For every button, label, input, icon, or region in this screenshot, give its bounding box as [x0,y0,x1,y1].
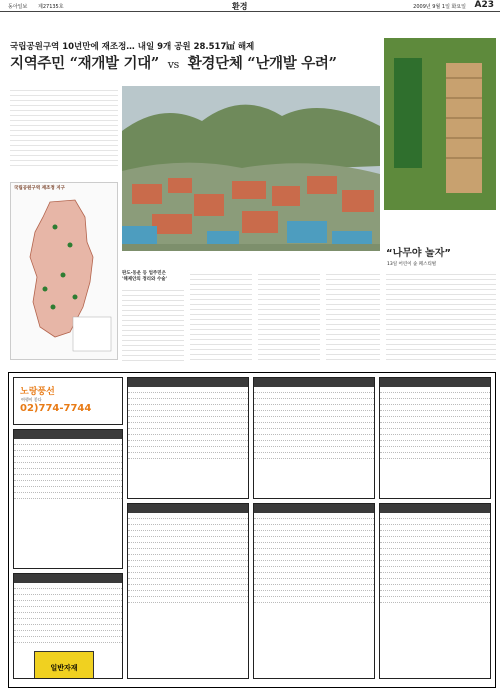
intro-text [10,86,118,175]
col2-subtitle: '해제안의 정리와 수술' [122,277,168,282]
ad-box-8 [13,573,123,679]
paper-name: 동아일보 [8,4,28,10]
article-headline [10,52,337,73]
headline-vs: vs [167,58,179,71]
ad-box-3 [379,377,491,499]
ad-box-6 [253,503,375,679]
page-header [0,0,500,12]
side-headline: “나무야 놀자” [386,248,451,259]
col4 [258,270,320,362]
col2 [122,270,184,361]
ad-brand-sub: 여행이 좋다 [21,397,42,402]
side-photo [384,38,496,210]
ad-box-4 [13,429,123,569]
headline-left: 지역주민 “재개발 기대” [10,55,159,72]
ad-box-7 [379,503,491,679]
ad-box-2 [253,377,375,499]
article-subtitle: 국립공원구역 10년만에 재조정… 내일 9개 공원 28.517㎢ 해제 [10,42,255,52]
ad-phone: 02)774-7744 [20,403,92,414]
col5 [326,270,380,362]
classified-ads [8,372,496,688]
headline-right: 환경단체 “난개발 우려” [187,55,337,72]
ad-travel [13,377,123,425]
ad-brand: 노랑풍선 [20,387,55,397]
col2-title: 판도·동운 등 업주민은 [122,271,166,276]
page-number: A23 [474,0,494,10]
side-text [386,270,496,362]
ad-box-1 [127,377,249,499]
section-title: 환경 [232,2,248,11]
park-map [10,182,118,360]
ad-box-5 [127,503,249,679]
photo-caption [122,251,380,263]
issue-number: 제27135호 [38,4,64,10]
bottom-brand: 일반자재 [34,651,94,679]
col3 [190,270,252,362]
side-subtitle: 13일 어린이 숲 페스티벌 [387,262,437,267]
map-title: 국립공원구역 재조정 지구 [14,186,65,191]
issue-date: 2009년 9월 1일 화요일 [413,4,466,10]
main-photo [122,86,380,263]
